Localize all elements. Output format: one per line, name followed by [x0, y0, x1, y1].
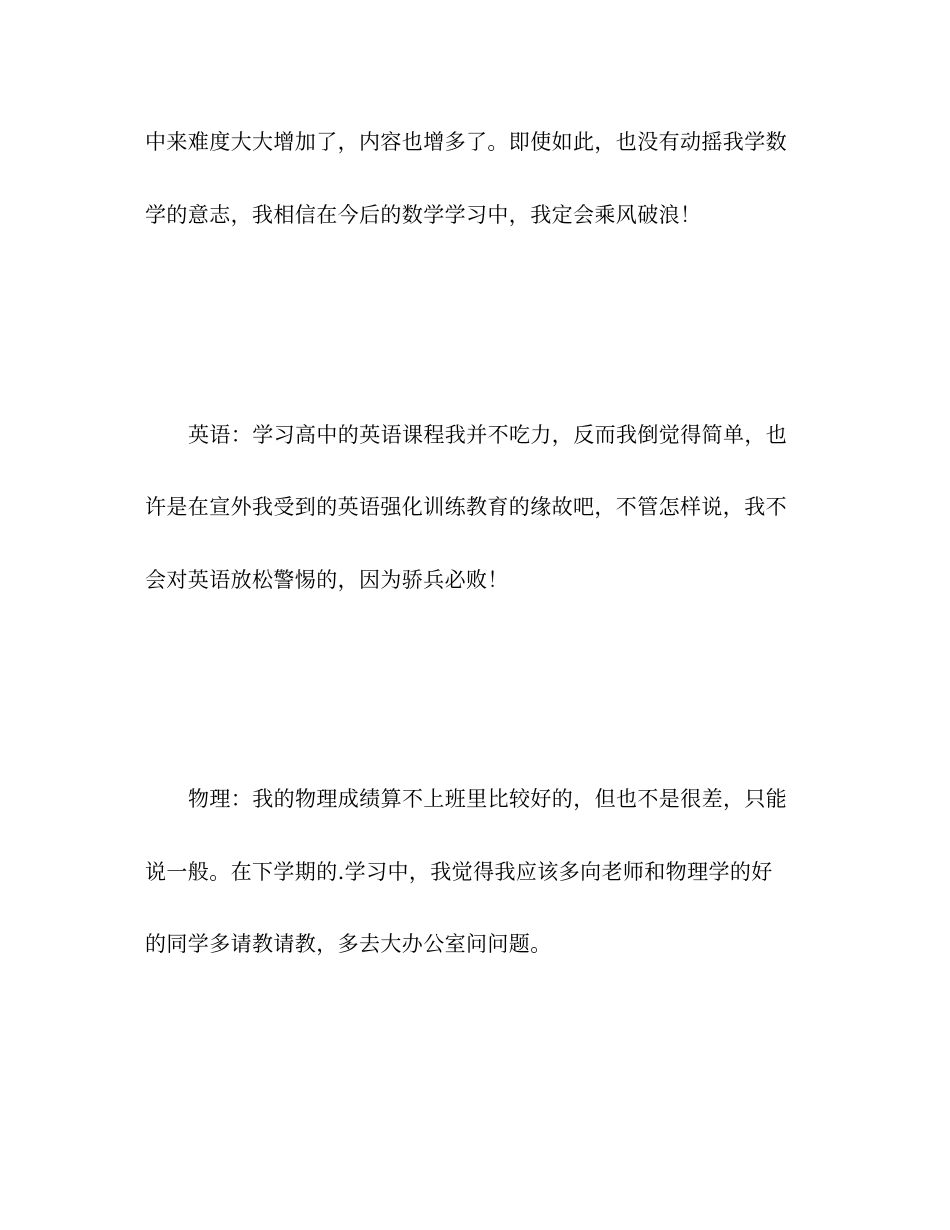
paragraph-math-line-1: 中来难度大大增加了，内容也增多了。即使如此，也没有动摇我学数: [145, 130, 787, 154]
paragraph-math-line-2: 学的意志，我相信在今后的数学学习中，我定会乘风破浪！: [145, 203, 702, 227]
paragraph-english-line-2: 许是在宣外我受到的英语强化训练教育的缘故吧，不管怎样说，我不: [145, 495, 787, 519]
paragraph-physics-line-2: 说一般。在下学期的.学习中，我觉得我应该多向老师和物理学的好: [145, 860, 773, 884]
paragraph-physics-line-3: 的同学多请教请教，多去大办公室问问题。: [145, 932, 552, 956]
paragraph-physics-line-1: 物理：我的物理成绩算不上班里比较好的，但也不是很差，只能: [188, 787, 788, 811]
paragraph-english-line-1: 英语：学习高中的英语课程我并不吃力，反而我倒觉得简单，也: [188, 423, 788, 447]
paragraph-english-line-3: 会对英语放松警惕的，因为骄兵必败！: [145, 568, 509, 592]
